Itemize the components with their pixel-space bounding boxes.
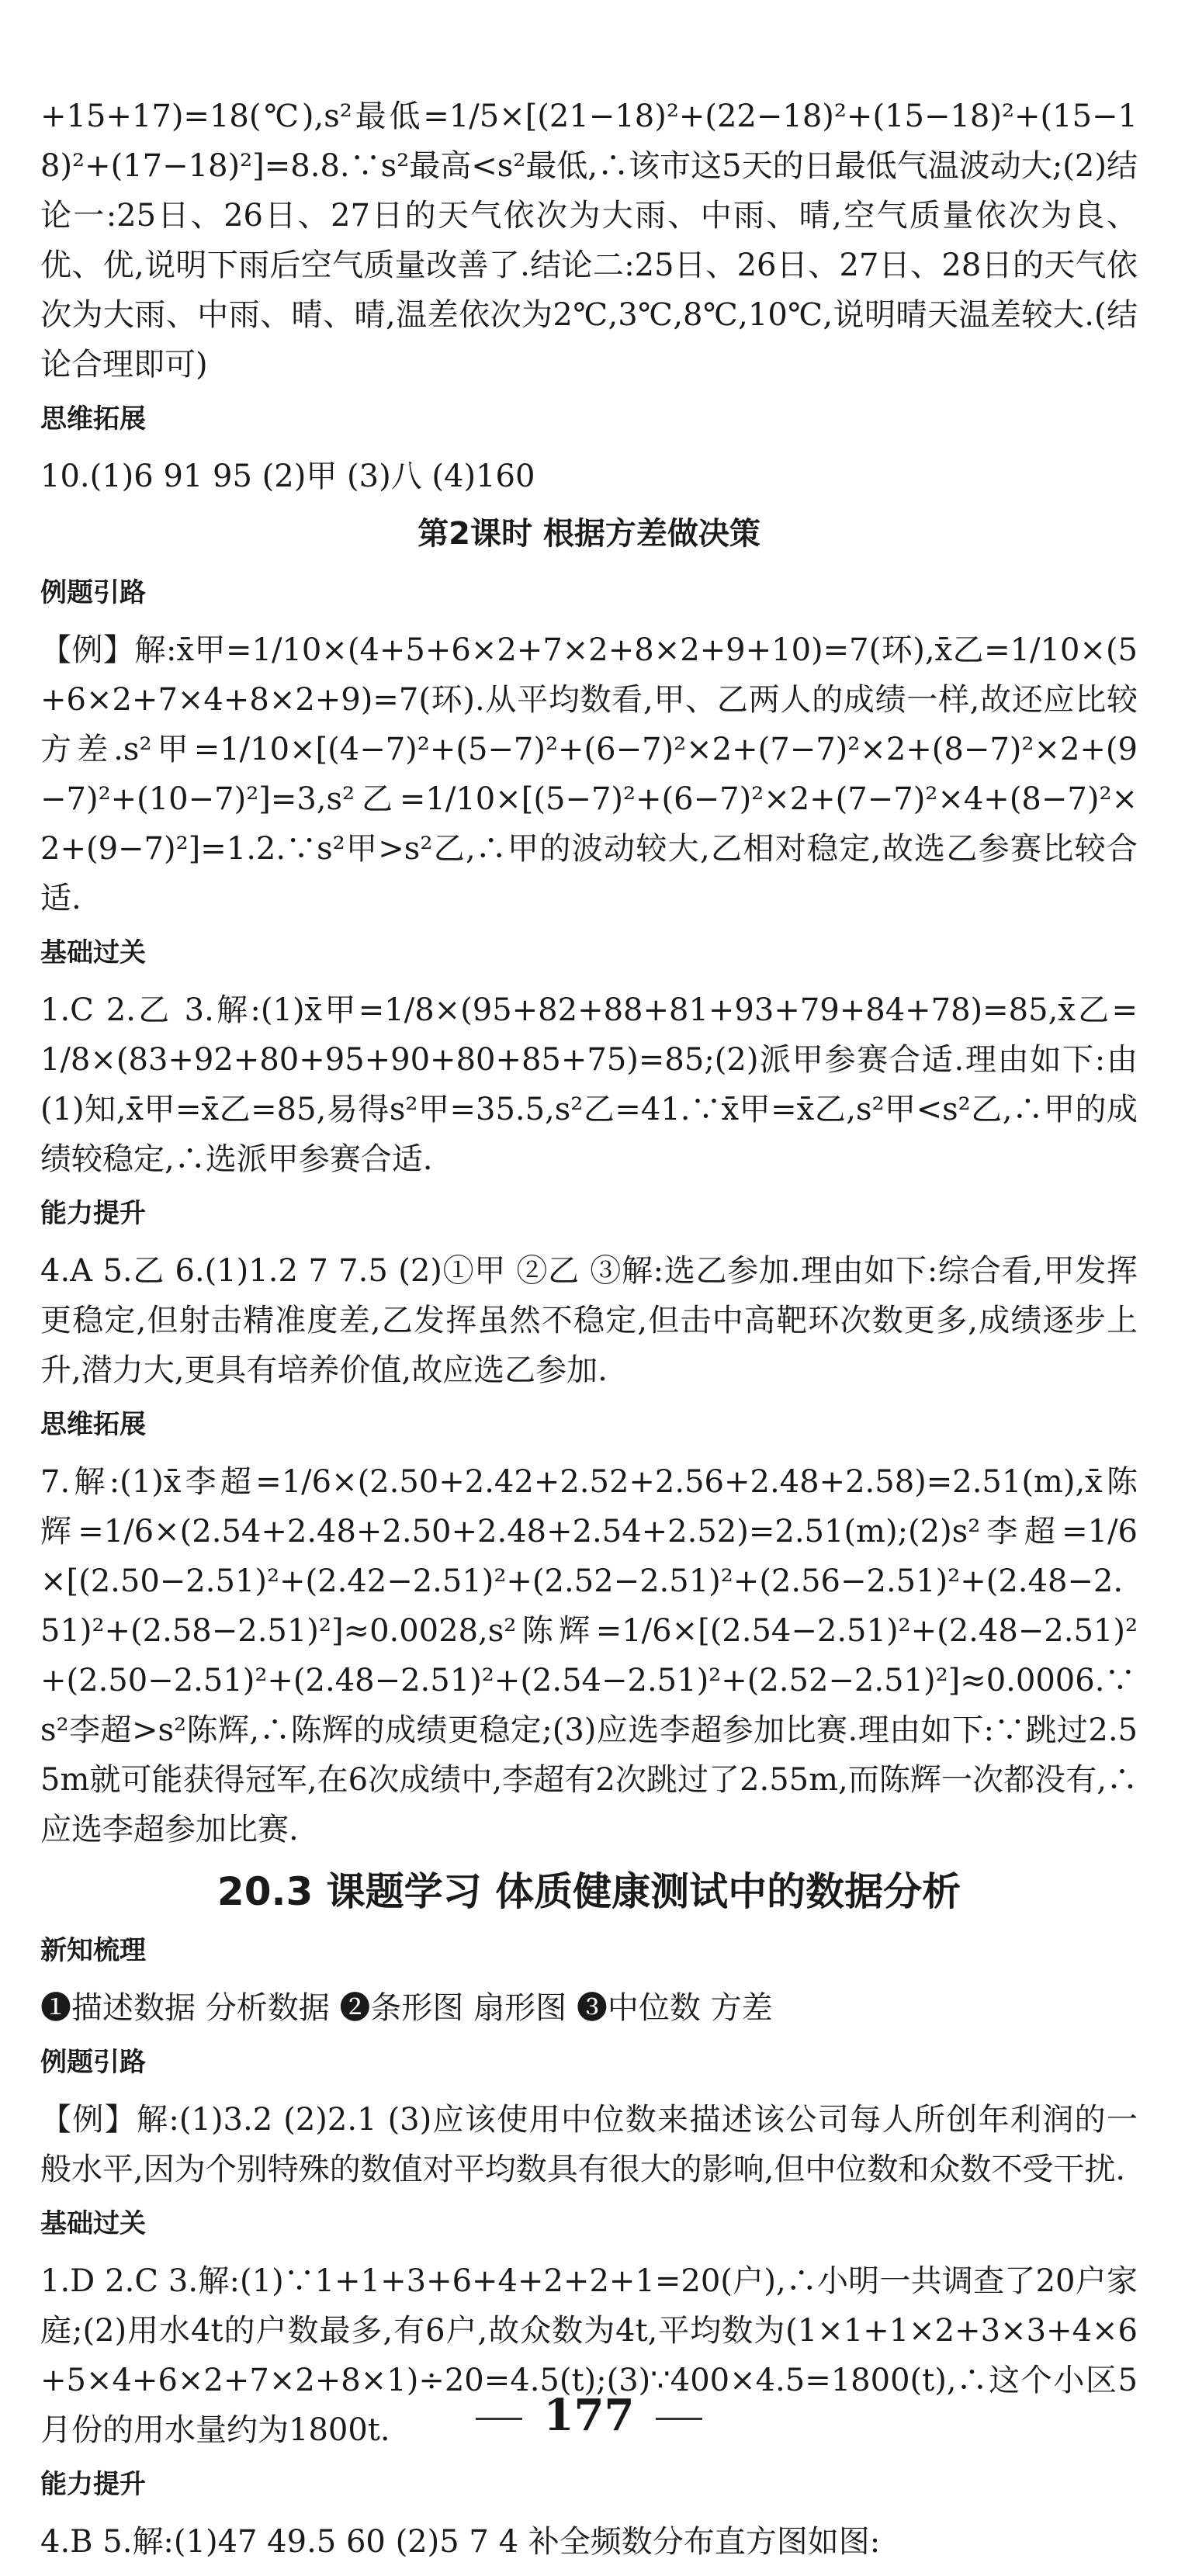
- answer-paragraph: 7.解:(1)x̄李超=1/6×(2.50+2.42+2.52+2.56+2.48+2.58)=2.51(m),x̄陈辉=1/6×(2.54+2.48+2.50+2.48+2.54+2.52)=2.51(m);(2)s²李超=1/6×[(2.50−2.51)²+(2.42−2.51)²+(2.52−2.51)²+(2.56−2.51)²+(2.48−2.51)²+(2.58−2.51)²]≈0.0028,s²陈辉=1/6×[(2.54−2.51)²+(2.48−2.51)²+(2.50−2.51)²+(2.48−2.51)²+(2.54−2.51)²+(2.52−2.51)²]≈0.0006.∵s²李超>s²陈辉,∴陈辉的成绩更稳定;(3)应选李超参加比赛.理由如下:∵跳过2.55m就可能获得冠军,在6次成绩中,李超有2次跳过了2.55m,而陈辉一次都没有,∴应选李超参加比赛.: [40, 1464, 1138, 1847]
- section-heading: 思维拓展: [40, 1409, 146, 1440]
- section-heading: 基础过关: [40, 2208, 146, 2239]
- chapter-title: 20.3 课题学习 体质健康测试中的数据分析: [217, 1869, 961, 1914]
- page-number: 177: [543, 2390, 635, 2441]
- page-number-footer: [0, 2390, 1178, 2441]
- answer-paragraph: 1.D 2.C 3.解:(1)∵1+1+3+6+4+2+2+1=20(户),∴小明一共调查了20户家庭;(2)用水4t的户数最多,有6户,故众数为4t,平均数为(1×1+1×2+3×3+4×6+5×4+6×2+7×2+8×1)÷20=4.5(t);(3)∵400×4.5=1800(t),∴这个小区5月份的用水量约为1800t.: [40, 2263, 1138, 2448]
- answer-paragraph: ❶描述数据 分析数据 ❷条形图 扇形图 ❸中位数 方差: [40, 1990, 773, 2026]
- section-heading: 能力提升: [40, 2469, 146, 2500]
- section-heading: 能力提升: [40, 1198, 146, 1229]
- section-heading: 新知梳理: [40, 1935, 146, 1966]
- section-heading: 基础过关: [40, 937, 146, 968]
- answer-paragraph: 10.(1)6 91 95 (2)甲 (3)八 (4)160: [40, 459, 535, 494]
- lesson-title: 第2课时 根据方差做决策: [417, 516, 761, 552]
- footer-dash-right: [656, 2418, 702, 2420]
- answer-paragraph: 4.B 5.解:(1)47 49.5 60 (2)5 7 4 补全频数分布直方图如图:: [40, 2524, 881, 2560]
- answer-paragraph: 4.A 5.乙 6.(1)1.2 7 7.5 (2)①甲 ②乙 ③解:选乙参加.理由如下:综合看,甲发挥更稳定,但射击精准度差,乙发挥虽然不稳定,但击中高靶环次数更多,成绩逐步上升,潜力大,更具有培养价值,故应选乙参加.: [40, 1253, 1138, 1388]
- answer-paragraph: 【例】解:(1)3.2 (2)2.1 (3)应该使用中位数来描述该公司每人所创年利润的一般水平,因为个别特殊的数值对平均数具有很大的影响,但中位数和众数不受干扰.: [40, 2102, 1138, 2187]
- answer-paragraph: 1.C 2.乙 3.解:(1)x̄甲=1/8×(95+82+88+81+93+79+84+78)=85,x̄乙=1/8×(83+92+80+95+90+80+85+75)=85;(2)派甲参赛合适.理由如下:由(1)知,x̄甲=x̄乙=85,易得s²甲=35.5,s²乙=41.∵x̄甲=x̄乙,s²甲<s²乙,∴甲的成绩较稳定,∴选派甲参赛合适.: [40, 992, 1138, 1177]
- footer-dash-left: [476, 2418, 522, 2420]
- section-heading: 例题引路: [40, 577, 146, 608]
- section-heading: 思维拓展: [40, 403, 146, 435]
- section-heading: 例题引路: [40, 2047, 146, 2078]
- answer-paragraph: 【例】解:x̄甲=1/10×(4+5+6×2+7×2+8×2+9+10)=7(环),x̄乙=1/10×(5+6×2+7×4+8×2+9)=7(环).从平均数看,甲、乙两人的成绩一样,故还应比较方差.s²甲=1/10×[(4−7)²+(5−7)²+(6−7)²×2+(7−7)²×2+(8−7)²×2+(9−7)²+(10−7)²]=3,s²乙=1/10×[(5−7)²+(6−7)²×2+(7−7)²×4+(8−7)²×2+(9−7)²]=1.2.∵s²甲>s²乙,∴甲的波动较大,乙相对稳定,故选乙参赛比较合适.: [40, 632, 1138, 916]
- answer-paragraph: +15+17)=18(℃),s²最低=1/5×[(21−18)²+(22−18)²+(15−18)²+(15−18)²+(17−18)²]=8.8.∵s²最高<s²最低,∴该市这5天的日最低气温波动大;(2)结论一:25日、26日、27日的天气依次为大雨、中雨、晴,空气质量依次为良、优、优,说明下雨后空气质量改善了.结论二:25日、26日、27日、28日的天气依次为大雨、中雨、晴、晴,温差依次为2℃,3℃,8℃,10℃,说明晴天温差较大.(结论合理即可): [40, 99, 1138, 383]
- page-content: [40, 92, 1138, 2576]
